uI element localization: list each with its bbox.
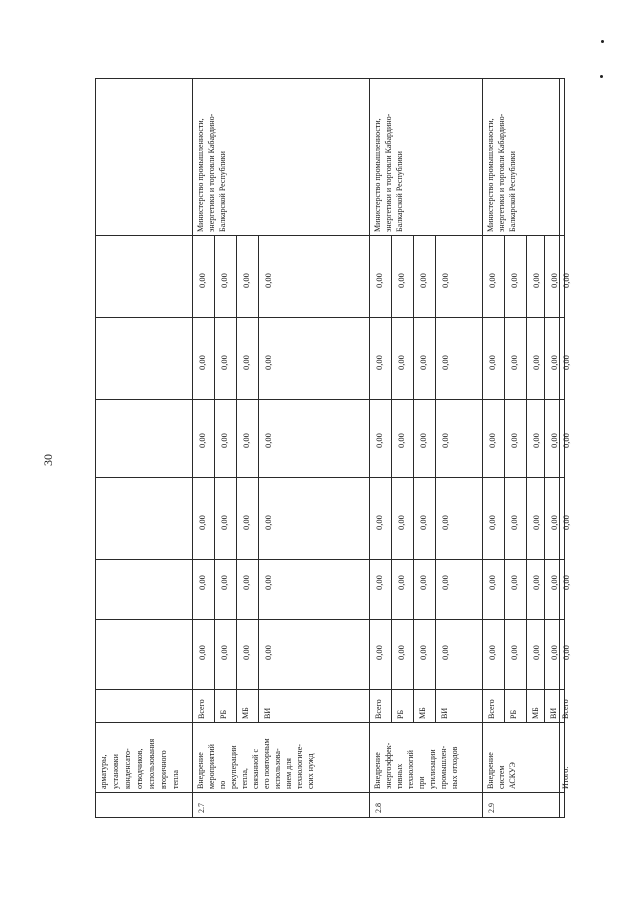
value-cell: 0,00 — [396, 355, 406, 370]
value-cell: 0,00 — [509, 433, 519, 448]
row-name-text: технологий — [406, 750, 415, 789]
value-cell: 0,00 — [418, 355, 428, 370]
value-cell: 0,00 — [241, 515, 251, 530]
row-name-text: утилизации — [428, 749, 437, 789]
value-cell: 0,00 — [219, 515, 229, 530]
row-name-text: мероприятий — [207, 744, 216, 789]
value-cell: 0,00 — [396, 575, 406, 590]
row-number: 2.9 — [487, 803, 496, 813]
data-table — [95, 78, 571, 818]
source-label: Всего — [197, 699, 206, 719]
source-label: Всего — [561, 699, 570, 719]
value-cell: 0,00 — [440, 515, 450, 530]
subrow-separator — [391, 236, 392, 723]
source-label: РБ — [509, 709, 518, 719]
intro-text: использования — [147, 738, 156, 789]
value-cell: 0,00 — [396, 273, 406, 288]
column-line — [95, 689, 565, 690]
row-name-text: связанной с — [251, 748, 260, 789]
value-cell: 0,00 — [549, 433, 559, 448]
intro-text: тепла — [171, 770, 180, 789]
value-cell: 0,00 — [263, 433, 273, 448]
column-line — [95, 619, 565, 620]
value-cell: 0,00 — [396, 515, 406, 530]
value-cell: 0,00 — [549, 515, 559, 530]
source-label: Всего — [374, 699, 383, 719]
table-border-left — [95, 817, 565, 818]
source-label: МБ — [418, 707, 427, 719]
value-cell: 0,00 — [374, 645, 384, 660]
row-number: 2.7 — [197, 803, 206, 813]
page-number: 30 — [41, 454, 55, 466]
row-name-text: систем — [497, 765, 506, 789]
value-cell: 0,00 — [440, 433, 450, 448]
column-line — [95, 399, 565, 400]
value-cell: 0,00 — [374, 433, 384, 448]
row-name-text: ских нужд — [306, 753, 315, 789]
value-cell: 0,00 — [549, 575, 559, 590]
value-cell: 0,00 — [197, 355, 207, 370]
value-cell: 0,00 — [197, 645, 207, 660]
value-cell: 0,00 — [396, 645, 406, 660]
value-cell: 0,00 — [374, 355, 384, 370]
total-value: 0,00 — [561, 575, 571, 590]
value-cell: 0,00 — [219, 433, 229, 448]
value-cell: 0,00 — [197, 433, 207, 448]
value-cell: 0,00 — [263, 273, 273, 288]
row-separator — [192, 78, 193, 818]
total-value: 0,00 — [561, 515, 571, 530]
subrow-separator — [526, 236, 527, 723]
ministry-text: Балкарской Республики — [508, 151, 517, 232]
ministry-text: Балкарской Республики — [395, 151, 404, 232]
column-line — [95, 722, 565, 723]
subrow-separator — [435, 236, 436, 723]
subrow-separator — [544, 236, 545, 723]
source-label: МБ — [241, 707, 250, 719]
row-name-text: тивных — [395, 763, 404, 789]
row-separator — [559, 78, 560, 818]
value-cell: 0,00 — [487, 515, 497, 530]
subrow-separator — [236, 236, 237, 723]
value-cell: 0,00 — [263, 575, 273, 590]
value-cell: 0,00 — [487, 645, 497, 660]
ministry-text: энергетики и торговли Кабардино- — [207, 113, 216, 232]
value-cell: 0,00 — [219, 355, 229, 370]
value-cell: 0,00 — [440, 355, 450, 370]
source-label: ВИ — [440, 707, 449, 719]
value-cell: 0,00 — [531, 575, 541, 590]
value-cell: 0,00 — [509, 273, 519, 288]
value-cell: 0,00 — [418, 645, 428, 660]
value-cell: 0,00 — [509, 575, 519, 590]
value-cell: 0,00 — [531, 645, 541, 660]
row-name-text: Внедрение — [486, 752, 495, 789]
column-line — [95, 317, 565, 318]
row-name-text: при — [417, 776, 426, 789]
ministry-text: энергетики и торговли Кабардино- — [497, 113, 506, 232]
value-cell: 0,00 — [418, 575, 428, 590]
ministry-text: Министерство промышленности, — [373, 118, 382, 232]
value-cell: 0,00 — [241, 433, 251, 448]
subrow-separator — [504, 236, 505, 723]
intro-text: арматуры, — [99, 754, 108, 789]
value-cell: 0,00 — [263, 515, 273, 530]
value-cell: 0,00 — [197, 575, 207, 590]
row-name-text: АСКУЭ — [508, 762, 517, 789]
value-cell: 0,00 — [219, 575, 229, 590]
scan-speck — [601, 40, 604, 43]
row-name-text: его повторным — [262, 738, 271, 789]
row-name-text: тепла, — [240, 768, 249, 789]
value-cell: 0,00 — [487, 433, 497, 448]
total-value: 0,00 — [561, 273, 571, 288]
value-cell: 0,00 — [531, 273, 541, 288]
table-border-right — [95, 78, 565, 79]
subrow-separator — [413, 236, 414, 723]
total-value: 0,00 — [561, 433, 571, 448]
value-cell: 0,00 — [487, 355, 497, 370]
value-cell: 0,00 — [440, 575, 450, 590]
value-cell: 0,00 — [219, 273, 229, 288]
source-label: ВИ — [263, 707, 272, 719]
row-name-text: технологиче- — [295, 744, 304, 789]
row-name-text: рекуперации — [229, 745, 238, 789]
scan-speck — [600, 75, 603, 78]
value-cell: 0,00 — [531, 515, 541, 530]
source-label: МБ — [531, 707, 540, 719]
value-cell: 0,00 — [509, 645, 519, 660]
value-cell: 0,00 — [241, 575, 251, 590]
value-cell: 0,00 — [549, 645, 559, 660]
ministry-text: Министерство промышленности, — [196, 118, 205, 232]
value-cell: 0,00 — [440, 273, 450, 288]
value-cell: 0,00 — [487, 575, 497, 590]
row-number: 2.8 — [374, 803, 383, 813]
intro-text: отводчиков, — [135, 748, 144, 789]
subrow-separator — [214, 236, 215, 723]
value-cell: 0,00 — [263, 355, 273, 370]
row-name-text: по — [218, 780, 227, 789]
row-name-text: использова- — [273, 748, 282, 789]
value-cell: 0,00 — [531, 433, 541, 448]
value-cell: 0,00 — [418, 273, 428, 288]
value-cell: 0,00 — [197, 515, 207, 530]
row-name-text: Внедрение — [373, 752, 382, 789]
total-value: 0,00 — [561, 645, 571, 660]
value-cell: 0,00 — [509, 515, 519, 530]
value-cell: 0,00 — [549, 355, 559, 370]
source-label: РБ — [396, 709, 405, 719]
value-cell: 0,00 — [374, 273, 384, 288]
row-name-text: Внедрение — [196, 752, 205, 789]
intro-text: установки — [111, 754, 120, 789]
source-label: ВИ — [549, 707, 558, 719]
source-label: Всего — [487, 699, 496, 719]
column-line — [95, 477, 565, 478]
column-line — [95, 235, 565, 236]
ministry-text: Министерство промышленности, — [486, 118, 495, 232]
value-cell: 0,00 — [418, 515, 428, 530]
row-name-text: промышлен- — [439, 745, 448, 789]
row-name-text: нием для — [284, 758, 293, 789]
table-border-top — [95, 78, 96, 818]
ministry-text: Балкарской Республики — [218, 151, 227, 232]
total-label: Итого: — [561, 766, 570, 789]
value-cell: 0,00 — [531, 355, 541, 370]
column-line — [95, 559, 565, 560]
value-cell: 0,00 — [263, 645, 273, 660]
value-cell: 0,00 — [219, 645, 229, 660]
total-value: 0,00 — [561, 355, 571, 370]
value-cell: 0,00 — [241, 273, 251, 288]
value-cell: 0,00 — [396, 433, 406, 448]
row-separator — [369, 78, 370, 818]
value-cell: 0,00 — [197, 273, 207, 288]
row-separator — [482, 78, 483, 818]
value-cell: 0,00 — [374, 515, 384, 530]
value-cell: 0,00 — [418, 433, 428, 448]
source-label: РБ — [219, 709, 228, 719]
value-cell: 0,00 — [487, 273, 497, 288]
value-cell: 0,00 — [241, 355, 251, 370]
value-cell: 0,00 — [374, 575, 384, 590]
intro-text: вторичного — [159, 750, 168, 789]
column-line — [95, 792, 565, 793]
value-cell: 0,00 — [241, 645, 251, 660]
intro-text: конденсато- — [123, 748, 132, 789]
subrow-separator — [258, 236, 259, 723]
value-cell: 0,00 — [509, 355, 519, 370]
ministry-text: энергетики и торговли Кабардино- — [384, 113, 393, 232]
value-cell: 0,00 — [549, 273, 559, 288]
row-name-text: энергоэффек- — [384, 742, 393, 789]
row-name-text: ных отходов — [450, 746, 459, 789]
value-cell: 0,00 — [440, 645, 450, 660]
